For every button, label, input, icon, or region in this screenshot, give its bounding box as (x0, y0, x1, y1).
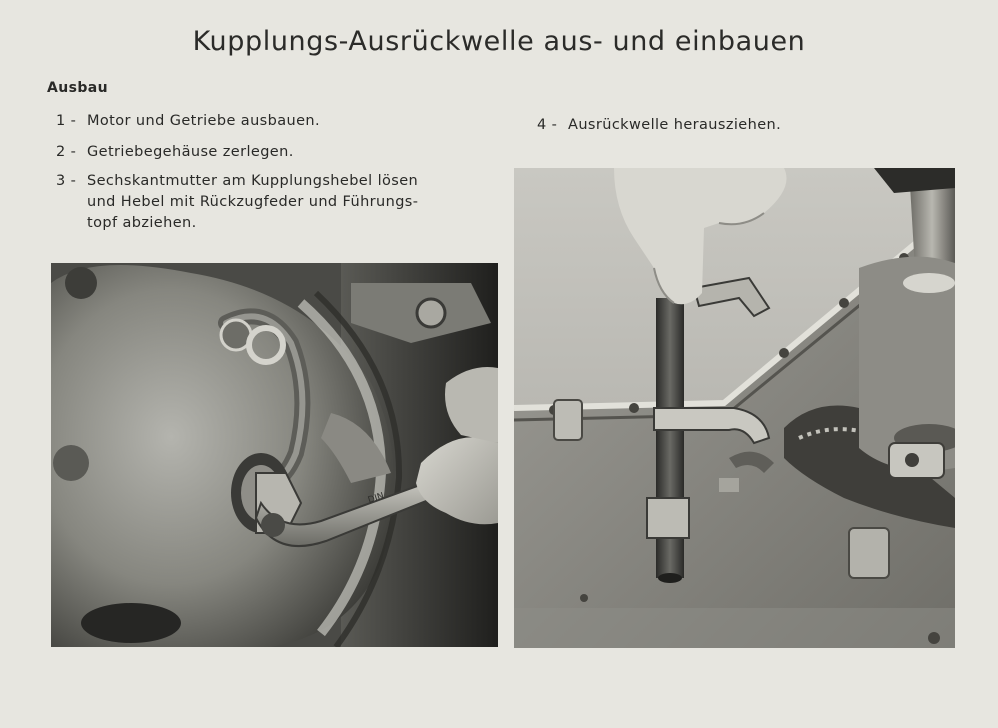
step-2-text: Getriebegehäuse zerlegen. (87, 144, 294, 160)
step-3-text-line-1: Sechskantmutter am Kupplungshebel lösen (87, 173, 419, 189)
step-1-number: 1 - (56, 113, 77, 129)
step-4-text: Ausrückwelle herausziehen. (568, 117, 782, 133)
photo-right-illustration (514, 168, 955, 648)
step-2 (56, 143, 496, 163)
step-3-text-line-3: topf abziehen. (87, 215, 197, 231)
photo-clutch-lever-removal (51, 263, 498, 647)
step-1 (56, 112, 496, 132)
wrench-marking: DIN (366, 491, 386, 506)
photo-release-shaft-removal (514, 168, 955, 648)
step-2-number: 2 - (56, 144, 77, 160)
section-heading-ausbau: Ausbau (47, 80, 108, 96)
photo-left-illustration (51, 263, 498, 647)
step-1-text: Motor und Getriebe ausbauen. (87, 113, 321, 129)
step-4 (537, 116, 977, 136)
step-3 (56, 172, 496, 234)
step-4-number: 4 - (537, 117, 558, 133)
step-3-text-line-2: und Hebel mit Rückzugfeder und Führungs- (87, 194, 419, 210)
step-3-number: 3 - (56, 173, 77, 189)
page-title: Kupplungs-Ausrückwelle aus- und einbauen (192, 26, 806, 57)
